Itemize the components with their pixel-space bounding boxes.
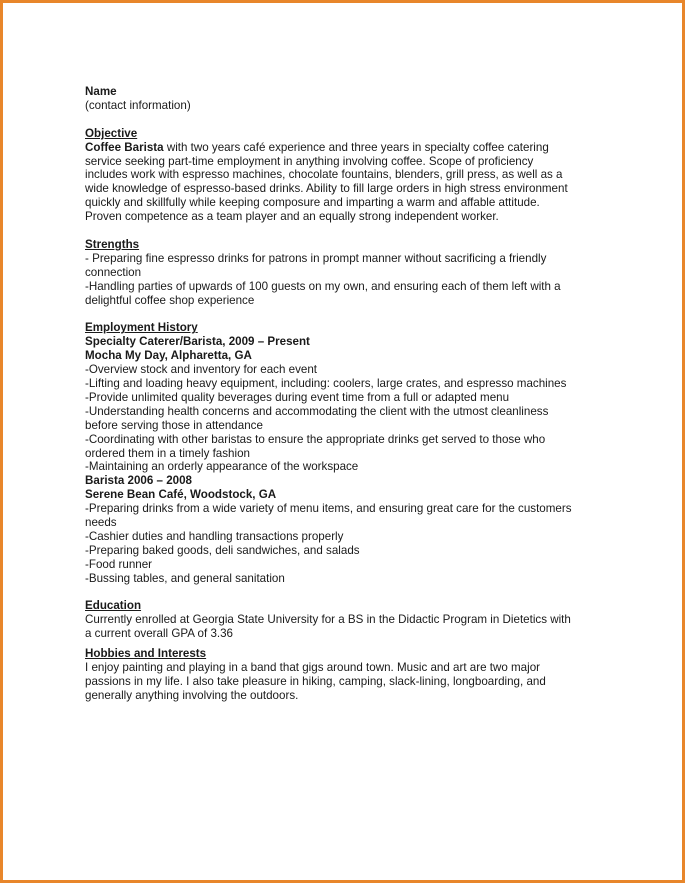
job-duty: -Lifting and loading heavy equipment, including: coolers, large crates, and espresso machines bbox=[85, 376, 567, 390]
strengths-line: delightful coffee shop experience bbox=[85, 293, 255, 307]
job-duty: -Coordinating with other baristas to ensure the appropriate drinks get served to those who bbox=[85, 432, 546, 446]
objective-line: wide knowledge of espresso-based drinks. Ability to fill large orders in high stress environment bbox=[85, 182, 568, 196]
hobbies-heading: Hobbies and Interests bbox=[85, 647, 207, 661]
job-duty: before serving those in attendance bbox=[85, 418, 263, 432]
job-duty: -Preparing baked goods, deli sandwiches, and salads bbox=[85, 543, 360, 557]
contact-info: (contact information) bbox=[85, 98, 191, 112]
job-duty: -Food runner bbox=[85, 557, 153, 571]
job-duty: needs bbox=[85, 516, 117, 530]
strengths-line: - Preparing fine espresso drinks for patrons in prompt manner without sacrificing a friendly bbox=[85, 251, 547, 265]
job-duty: -Overview stock and inventory for each event bbox=[85, 363, 317, 377]
hobbies-line: passions in my life. I also take pleasure in hiking, camping, slack-lining, longboarding, and bbox=[85, 675, 546, 688]
objective-text: with two years café experience and three years in specialty coffee catering bbox=[163, 140, 549, 154]
education-line: a current overall GPA of 3.36 bbox=[85, 627, 234, 641]
objective-heading: Objective bbox=[85, 126, 138, 140]
strengths-line: -Handling parties of upwards of 100 guests on my own, and ensuring each of them left with a bbox=[85, 279, 561, 293]
hobbies-line: generally anything involving the outdoors. bbox=[85, 688, 299, 702]
education-section bbox=[85, 599, 605, 641]
job-duty: -Bussing tables, and general sanitation bbox=[85, 571, 285, 585]
job-title: Specialty Caterer/Barista, 2009 – Present bbox=[85, 335, 310, 349]
job-duty: ordered them in a timely fashion bbox=[85, 446, 250, 460]
job-duty: -Understanding health concerns and accommodating the client with the utmost cleanliness bbox=[85, 404, 549, 418]
objective-line: Proven competence as a team player and an equally strong independent worker. bbox=[85, 210, 499, 224]
objective-line: quickly and skillfully while keeping composure and imparting a warm and affable attitude. bbox=[85, 196, 540, 210]
objective-line: service seeking part-time employment in anything involving coffee. Scope of proficiency bbox=[85, 154, 534, 168]
strengths-line: connection bbox=[85, 265, 142, 279]
resume-document bbox=[85, 85, 605, 703]
objective-lead: Coffee Barista bbox=[85, 140, 164, 154]
education-line: Currently enrolled at Georgia State University for a BS in the Didactic Program in Dietetics with bbox=[85, 613, 571, 627]
strengths-section bbox=[85, 238, 605, 308]
objective-section bbox=[85, 127, 605, 224]
resume-name: Name bbox=[85, 85, 117, 98]
strengths-heading: Strengths bbox=[85, 237, 140, 251]
job-duty: -Preparing drinks from a wide variety of menu items, and ensuring great care for the customers bbox=[85, 502, 572, 516]
job-duty: -Provide unlimited quality beverages during event time from a full or adapted menu bbox=[85, 390, 510, 404]
job-title: Barista 2006 – 2008 bbox=[85, 474, 193, 488]
employment-heading: Employment History bbox=[85, 321, 198, 335]
job-duty: -Maintaining an orderly appearance of the workspace bbox=[85, 460, 359, 474]
education-heading: Education bbox=[85, 599, 142, 613]
job-place: Serene Bean Café, Woodstock, GA bbox=[85, 488, 277, 502]
objective-line: includes work with espresso machines, chocolate fountains, blenders, grill press, as well as a bbox=[85, 168, 563, 182]
job-place: Mocha My Day, Alpharetta, GA bbox=[85, 349, 252, 363]
hobbies-line: I enjoy painting and playing in a band that gigs around town. Music and art are two major bbox=[85, 661, 541, 675]
job-duty: -Cashier duties and handling transactions properly bbox=[85, 529, 344, 543]
hobbies-section bbox=[85, 647, 605, 703]
employment-section bbox=[85, 321, 605, 585]
objective-line bbox=[85, 141, 605, 155]
